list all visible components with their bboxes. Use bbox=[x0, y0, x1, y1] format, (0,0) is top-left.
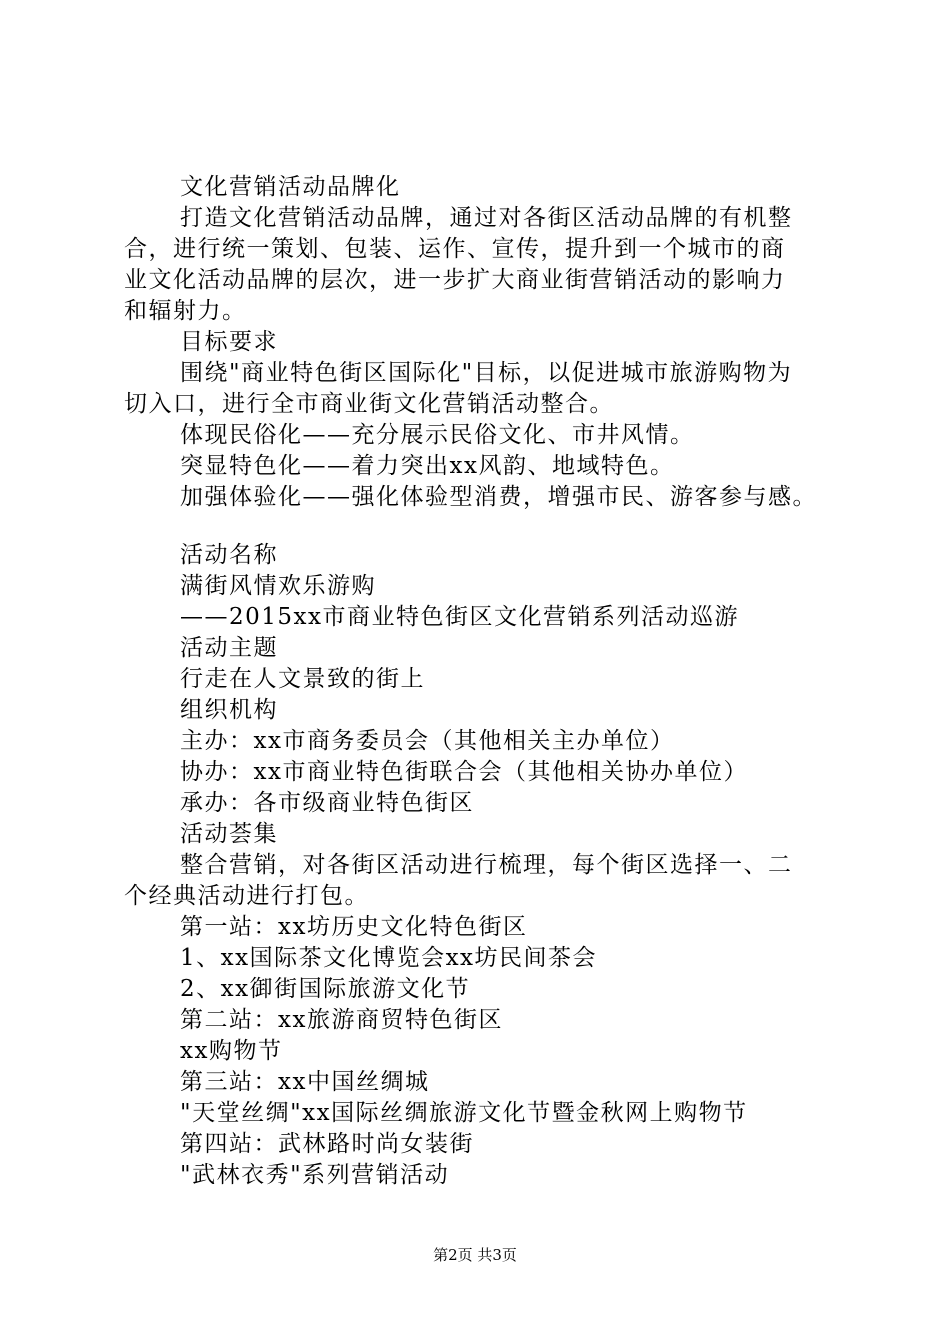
event-subtitle: ——2015xx市商业特色街区文化营销系列活动巡游 bbox=[180, 604, 739, 630]
goal-item: 突显特色化——着力突出xx风韵、地域特色。 bbox=[180, 453, 675, 479]
event-theme: 行走在人文景致的街上 bbox=[180, 666, 425, 692]
goal-item: 体现民俗化——充分展示民俗文化、市井风情。 bbox=[180, 422, 695, 448]
station-heading: 第三站：xx中国丝绸城 bbox=[180, 1069, 430, 1095]
goal-item: 加强体验化——强化体验型消费，增强市民、游客参与感。 bbox=[180, 484, 817, 510]
station-item: "武林衣秀"系列营销活动 bbox=[180, 1162, 450, 1188]
paragraph-line: 打造文化营销活动品牌，通过对各街区活动品牌的有机整 bbox=[180, 205, 793, 231]
station-heading: 第四站：武林路时尚女装街 bbox=[180, 1131, 474, 1157]
heading-organizers: 组织机构 bbox=[180, 697, 278, 723]
station-item: 1、xx国际茶文化博览会xx坊民间茶会 bbox=[180, 945, 598, 971]
event-name: 满街风情欢乐游购 bbox=[180, 573, 376, 599]
station-item: 2、xx御街国际旅游文化节 bbox=[180, 976, 471, 1002]
heading-activities: 活动荟集 bbox=[180, 821, 278, 847]
paragraph-line: 业文化活动品牌的层次，进一步扩大商业街营销活动的影响力 bbox=[124, 267, 786, 293]
station-heading: 第一站：xx坊历史文化特色街区 bbox=[180, 914, 528, 940]
heading-brand: 文化营销活动品牌化 bbox=[180, 174, 401, 200]
organizer-host: 主办：xx市商务委员会（其他相关主办单位） bbox=[180, 728, 675, 754]
paragraph-line: 合，进行统一策划、包装、运作、宣传，提升到一个城市的商 bbox=[124, 236, 786, 262]
station-item: "天堂丝绸"xx国际丝绸旅游文化节暨金秋网上购物节 bbox=[180, 1100, 748, 1126]
heading-event-name: 活动名称 bbox=[180, 542, 278, 568]
organizer-undertaker: 承办：各市级商业特色街区 bbox=[180, 790, 474, 816]
organizer-co-host: 协办：xx市商业特色街联合会（其他相关协办单位） bbox=[180, 759, 748, 785]
station-heading: 第二站：xx旅游商贸特色街区 bbox=[180, 1007, 503, 1033]
paragraph-line: 和辐射力。 bbox=[124, 298, 247, 324]
heading-goals: 目标要求 bbox=[180, 329, 278, 355]
paragraph-line: 整合营销，对各街区活动进行梳理，每个街区选择一、二 bbox=[180, 852, 793, 878]
paragraph-line: 围绕"商业特色街区国际化"目标，以促进城市旅游购物为 bbox=[180, 360, 793, 386]
station-item: xx购物节 bbox=[180, 1038, 283, 1064]
heading-event-theme: 活动主题 bbox=[180, 635, 278, 661]
page-footer: 第2页 共3页 bbox=[433, 1246, 517, 1264]
paragraph-line: 切入口，进行全市商业街文化营销活动整合。 bbox=[124, 391, 614, 417]
paragraph-line: 个经典活动进行打包。 bbox=[124, 883, 369, 909]
